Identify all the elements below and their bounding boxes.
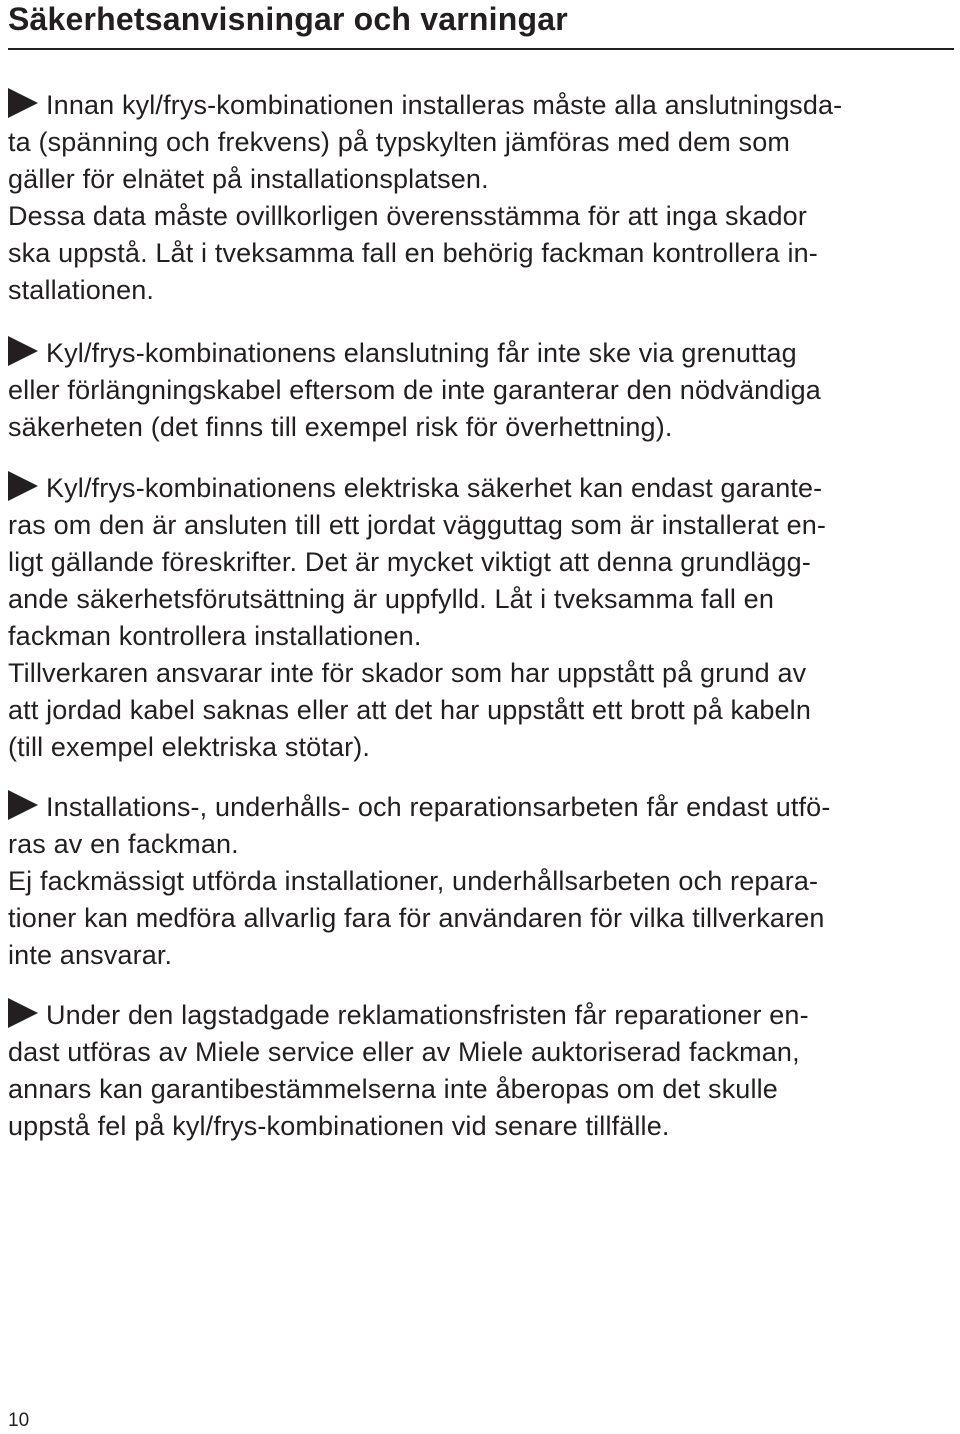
paragraph-text: Installations-, underhålls- och reparationsarbeten får endast utfö- ras av en fackman. Ej fackmässigt utförda installationer, underhållsarbeten och repara- tioner kan medföra allvarlig fara för användaren för vilka tillverkaren inte ansvarar. — [8, 792, 831, 970]
warning-paragraph-warranty — [8, 997, 948, 1145]
title-divider — [8, 48, 954, 50]
warning-paragraph-electrical-safety — [8, 470, 948, 766]
triangle-bullet-icon — [8, 998, 38, 1028]
page-title: Säkerhetsanvisningar och varningar — [8, 1, 568, 37]
page-number: 10 — [8, 1410, 30, 1431]
triangle-bullet-icon — [8, 336, 38, 366]
warning-paragraph-installation-data — [8, 87, 948, 309]
paragraph-text: Under den lagstadgade reklamationsfristen får reparationer en- dast utföras av Miele service eller av Miele auktoriserad fackman, annars kan garantibestämmelserna inte åberopas om det skulle uppstå fel på kyl/frys-kombinationen vid senare tillfälle. — [8, 1000, 809, 1141]
warning-paragraph-qualified-work — [8, 789, 948, 974]
triangle-bullet-icon — [8, 790, 38, 820]
triangle-bullet-icon — [8, 88, 38, 118]
paragraph-text: Kyl/frys-kombinationens elanslutning får inte ske via grenuttag eller förlängningskabel eftersom de inte garanterar den nödvändiga säkerheten (det finns till exempel risk för överhettning). — [8, 338, 821, 442]
paragraph-text: Kyl/frys-kombinationens elektriska säkerhet kan endast garante- ras om den är ansluten till ett jordat vägguttag som är installerat en- ligt gällande föreskrifter. Det är mycket viktigt att denna grundlägg- ande säkerhetsförutsättning är uppfylld. Låt i tveksamma fall en fackman kontrollera installationen. Tillverkaren ansvarar inte för skador som har uppstått på grund av att jordad kabel saknas eller att det har uppstått ett brott på kabeln (till exempel elektriska stötar). — [8, 473, 827, 762]
paragraph-text: Innan kyl/frys-kombinationen installeras måste alla anslutningsda- ta (spänning och frekvens) på typskylten jämföras med dem som gäller för elnätet på installationsplatsen. Dessa data måste ovillkorligen överensstämma för att inga skador ska uppstå. Låt i tveksamma fall en behörig fackman kontrollera in- stallationen. — [8, 90, 843, 305]
warning-paragraph-extension-cable — [8, 335, 948, 446]
triangle-bullet-icon — [8, 471, 38, 501]
